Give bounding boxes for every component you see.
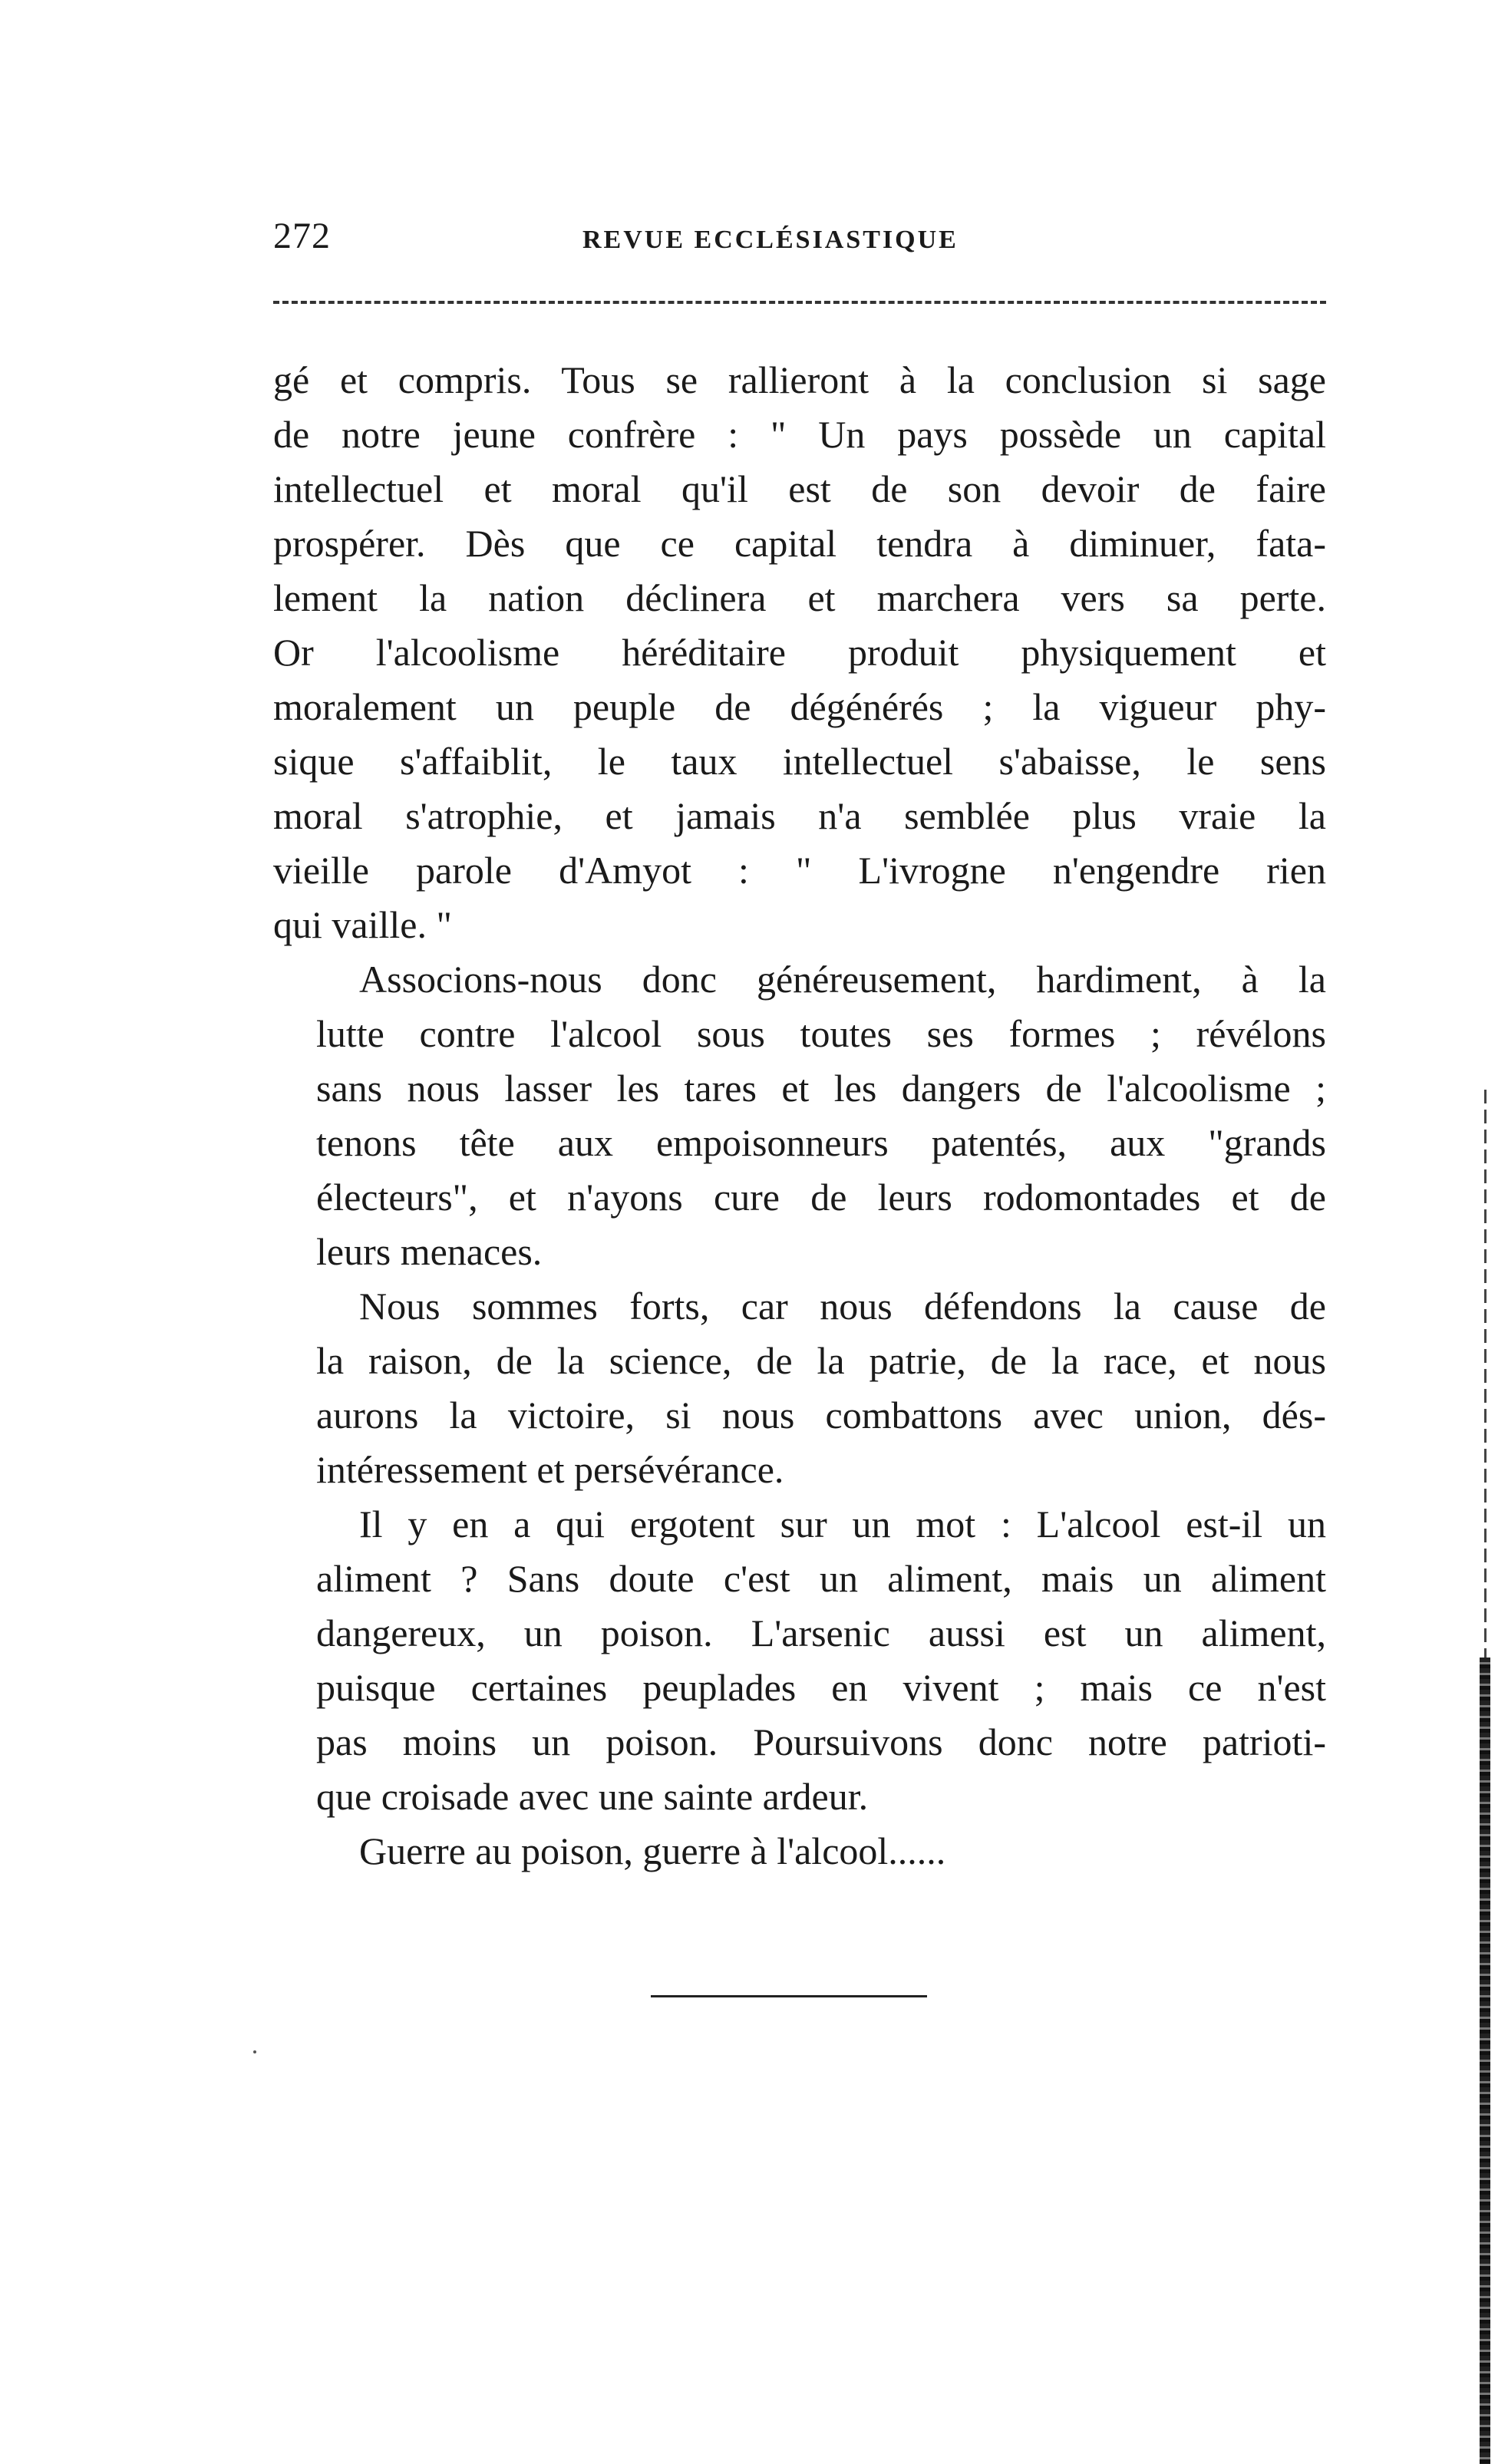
page-edge-binding <box>1480 1658 1490 2464</box>
ink-speck <box>253 2050 256 2053</box>
text-line: Nous sommes forts, car nous défendons la cause de <box>359 1285 1326 1328</box>
page-number: 272 <box>273 216 331 256</box>
text-line: puisque certaines peuplades en vivent ; mais ce n'est <box>316 1666 1326 1709</box>
text-line: lement la nation déclinera et marchera vers sa perte. <box>273 576 1326 619</box>
text-line: leurs menaces. <box>316 1230 543 1273</box>
page-edge-shadow <box>1484 1090 1487 1658</box>
closing-rule <box>651 1995 927 1997</box>
paragraph <box>273 952 1326 1279</box>
text-line: vieille parole d'Amyot : " L'ivrogne n'engendre rien <box>273 849 1326 892</box>
text-line: aurons la victoire, si nous combattons avec union, dés- <box>316 1394 1326 1437</box>
paragraph <box>273 353 1326 952</box>
text-line: sans nous lasser les tares et les dangers de l'alcoolisme ; <box>316 1067 1326 1110</box>
text-line: dangereux, un poison. L'arsenic aussi est un aliment, <box>316 1611 1326 1654</box>
text-line: intellectuel et moral qu'il est de son devoir de faire <box>273 467 1326 510</box>
paragraph <box>273 1497 1326 1824</box>
text-line: moralement un peuple de dégénérés ; la vigueur phy- <box>273 685 1326 728</box>
text-line: Associons-nous donc généreusement, hardiment, à la <box>359 958 1326 1001</box>
text-line: tenons tête aux empoisonneurs patentés, aux "grands <box>316 1121 1326 1164</box>
text-line: intéressement et persévérance. <box>316 1448 784 1491</box>
text-line: aliment ? Sans doute c'est un aliment, mais un aliment <box>316 1557 1326 1600</box>
text-line: Or l'alcoolisme héréditaire produit physiquement et <box>273 631 1326 674</box>
header-rule <box>273 301 1326 304</box>
text-line: prospérer. Dès que ce capital tendra à diminuer, fata- <box>273 522 1326 565</box>
page-header <box>273 206 1326 267</box>
text-line: sique s'affaiblit, le taux intellectuel s'abaisse, le sens <box>273 740 1326 783</box>
text-line: lutte contre l'alcool sous toutes ses formes ; révélons <box>316 1012 1326 1055</box>
text-line: Il y en a qui ergotent sur un mot : L'alcool est-il un <box>359 1502 1326 1545</box>
text-line: de notre jeune confrère : " Un pays possède un capital <box>273 413 1326 456</box>
paragraph <box>273 1824 1326 1879</box>
text-line: gé et compris. Tous se rallieront à la conclusion si sage <box>273 358 1326 401</box>
body-text <box>273 353 1326 1879</box>
text-line: Guerre au poison, guerre à l'alcool...... <box>359 1829 946 1872</box>
running-title: REVUE ECCLÉSIASTIQUE <box>582 226 959 254</box>
text-line: que croisade avec une sainte ardeur. <box>316 1775 869 1818</box>
text-line: la raison, de la science, de la patrie, de la race, et nous <box>316 1339 1326 1382</box>
text-line: pas moins un poison. Poursuivons donc notre patrioti- <box>316 1720 1326 1763</box>
text-line: électeurs", et n'ayons cure de leurs rodomontades et de <box>316 1176 1326 1219</box>
paragraph <box>273 1279 1326 1497</box>
text-line: moral s'atrophie, et jamais n'a semblée plus vraie la <box>273 794 1326 837</box>
text-line: qui vaille. " <box>273 903 452 946</box>
